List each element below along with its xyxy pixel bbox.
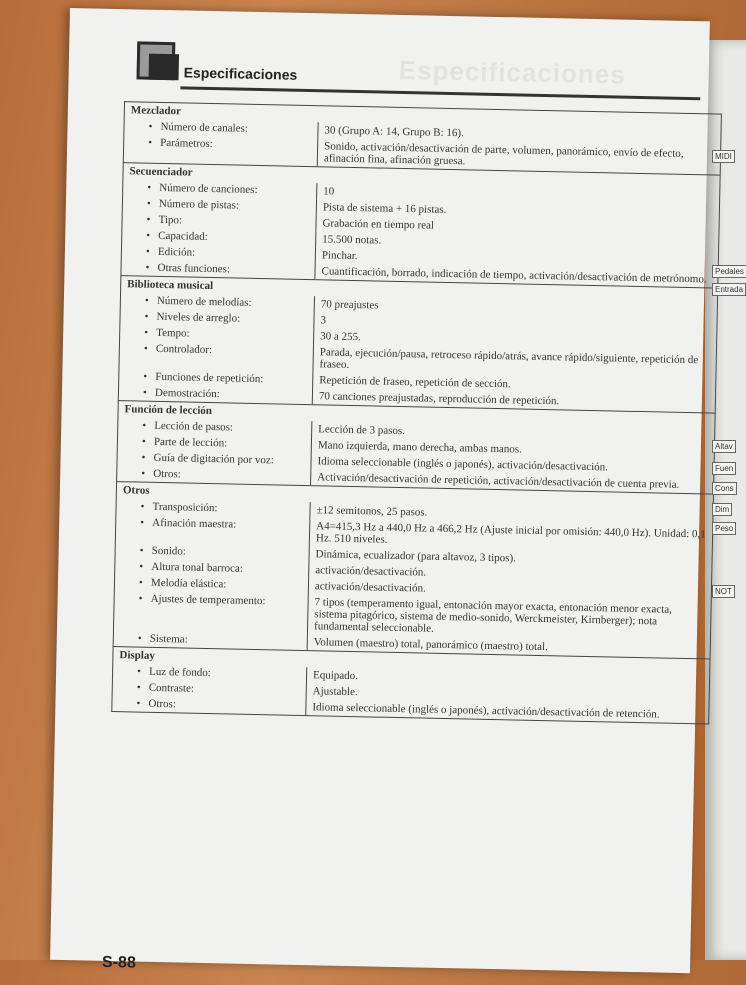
spec-label: • Número de melodías: [121, 292, 315, 312]
spec-label: • Parámetros: [124, 134, 319, 166]
spec-label: • Afinación maestra: [116, 514, 311, 546]
bullet-icon: • [147, 181, 152, 194]
spec-label: • Otros: [117, 465, 311, 485]
bullet-icon: • [143, 342, 148, 355]
page-number: S-88 [101, 953, 136, 972]
spec-label: • Contraste: [113, 679, 307, 699]
margin-tab: NOT [712, 585, 735, 598]
spec-value: Idioma seleccionable (inglés o japonés), activación/desactivación. [317, 455, 609, 474]
bullet-icon: • [136, 665, 142, 678]
spec-value: activación/desactivación. [315, 564, 427, 579]
spec-label: • Sonido: [115, 542, 309, 562]
section-header [121, 163, 720, 288]
bullet-icon: • [142, 386, 147, 399]
section-title: Secuenciador [129, 165, 193, 179]
bullet-icon: • [140, 516, 145, 529]
header-square-shadow-icon [149, 54, 180, 81]
bullet-icon: • [145, 261, 150, 274]
margin-tab: Peso [712, 522, 736, 535]
bullet-icon: • [136, 681, 141, 694]
margin-tab: Pedales [712, 265, 746, 278]
spec-value: Ajustable. [312, 685, 358, 699]
margin-tab: Fuen [712, 462, 736, 475]
bullet-icon: • [137, 632, 142, 645]
spec-value: 30 a 255. [320, 330, 361, 344]
spec-label: • Número de canales: [124, 118, 318, 138]
spec-value: Grabación en tiempo real [322, 217, 435, 232]
spec-label: • Funciones de repetición: [119, 368, 313, 388]
spec-label: • Niveles de arreglo: [120, 308, 314, 328]
spec-label: • Número de pistas: [123, 195, 317, 215]
ghost-title: Especificaciones [398, 54, 627, 90]
spec-value: Equipado. [312, 669, 359, 683]
bullet-icon: • [141, 435, 146, 448]
margin-tab: Entrada [712, 283, 746, 296]
spec-value: activación/desactivación. [314, 580, 426, 595]
bullet-icon: • [146, 213, 151, 226]
bullet-icon: • [136, 697, 141, 710]
spec-label: • Capacidad: [122, 227, 316, 247]
spec-label: • Número de canciones: [123, 179, 317, 199]
spec-label: • Controlador: [119, 340, 314, 372]
margin-tab: Altav [712, 440, 736, 453]
spec-value: Parada, ejecución/pausa, retroceso rápido/atrás, avance rápido/siguiente, repetición de fraseo. [319, 346, 699, 371]
bullet-icon: • [141, 467, 146, 480]
spec-label: • Parte de lección: [118, 433, 312, 453]
margin-tab: Cons [712, 482, 737, 495]
bullet-icon: • [139, 560, 144, 573]
manual-page [50, 8, 710, 973]
bullet-icon: • [148, 136, 153, 149]
spec-value: Mano izquierda, mano derecha, ambas manos. [317, 439, 523, 456]
spec-value: ±12 semitonos, 25 pasos. [316, 504, 428, 519]
spec-value: 15.500 notas. [322, 233, 382, 247]
spec-label: • Guía de digitación por voz: [117, 449, 311, 469]
spec-value: Pista de sistema + 16 pistas. [322, 201, 447, 216]
section-title: Display [119, 649, 156, 662]
bullet-icon: • [146, 197, 151, 210]
spec-value: Idioma seleccionable (inglés o japonés), activación/desactivación de retención. [312, 701, 660, 721]
bullet-icon: • [140, 500, 145, 513]
spec-value: Dinámica, ecualizador (para altavoz, 3 tipos). [315, 548, 517, 565]
spec-label: • Luz de fondo: [113, 663, 307, 683]
spec-label: • Lección de pasos: [118, 417, 312, 437]
bullet-icon: • [144, 310, 149, 323]
section-header [118, 276, 717, 413]
section-header [113, 482, 713, 659]
spec-label: • Demostración: [119, 384, 313, 404]
spec-value: 30 (Grupo A: 14, Grupo B: 16). [324, 124, 464, 140]
spec-value: 7 tipos (temperamento igual, entonación mayor exacta, entonación menor exacta, sistema pitagórico, sistema de medio-sonido, Werckmeister, Kirnberger); nota fundamental seleccionable. [313, 596, 673, 635]
spec-value: 70 canciones preajustadas, reproducción de repetición. [318, 390, 560, 408]
bullet-icon: • [139, 544, 144, 557]
spec-label: • Tipo: [122, 211, 316, 231]
spec-table [111, 101, 722, 724]
bullet-icon: • [146, 229, 151, 242]
spec-label: • Melodía elástica: [115, 574, 309, 594]
section-title: Función de lección [124, 403, 213, 418]
spec-value: Sonido, activación/desactivación de parte, volumen, panorámico, envío de efecto, afinación fina, afinación gruesa. [323, 140, 684, 168]
section-title: Mezclador [130, 104, 182, 118]
spec-value: Repetición de fraseo, repetición de sección. [319, 374, 511, 391]
spec-label: • Transposición: [116, 498, 310, 518]
section-header [117, 401, 716, 494]
bullet-icon: • [144, 294, 149, 307]
spec-value: A4=415,3 Hz a 440,0 Hz a 466,2 Hz (Ajuste inicial por omisión: 440,0 Hz). Unidad: 0,1 Hz. 510 niveles. [315, 520, 706, 546]
spec-value: 10 [323, 185, 335, 198]
spec-label: • Otras funciones: [121, 259, 315, 279]
bullet-icon: • [138, 592, 143, 605]
spec-value: Activación/desactivación de repetición, activación/desactivación de cuenta previa. [317, 471, 680, 491]
spec-value: 3 [320, 314, 327, 327]
spec-label: • Altura tonal barroca: [115, 558, 309, 578]
spec-label: • Sistema: [114, 630, 308, 650]
spec-label: • Tempo: [120, 324, 314, 344]
spec-value: Lección de 3 pasos. [318, 423, 406, 438]
bullet-icon: • [138, 576, 143, 589]
margin-tab: Dim [712, 503, 732, 516]
section-header [112, 647, 710, 724]
section-title: Biblioteca musical [127, 278, 214, 293]
bullet-icon: • [148, 120, 153, 133]
spec-label: • Otros: [112, 695, 306, 715]
spec-label: • Edición: [122, 243, 316, 263]
bullet-icon: • [143, 370, 148, 383]
section-title: Otros [122, 484, 150, 497]
page-title: Especificaciones [183, 64, 298, 83]
spec-value: Cuantificación, borrado, indicación de tiempo, activación/desactivación de metrónomo. [321, 265, 707, 286]
bullet-icon: • [145, 245, 150, 258]
bullet-icon: • [141, 451, 146, 464]
margin-tab: MIDI [712, 150, 735, 163]
spec-label: • Ajustes de temperamento: [114, 590, 309, 634]
spec-value: 70 preajustes [320, 298, 379, 312]
bullet-icon: • [142, 419, 147, 432]
spec-value: Volumen (maestro) total, panorámico (maestro) total. [313, 636, 548, 654]
spec-value: Pinchar. [321, 249, 358, 263]
bullet-icon: • [144, 326, 149, 339]
